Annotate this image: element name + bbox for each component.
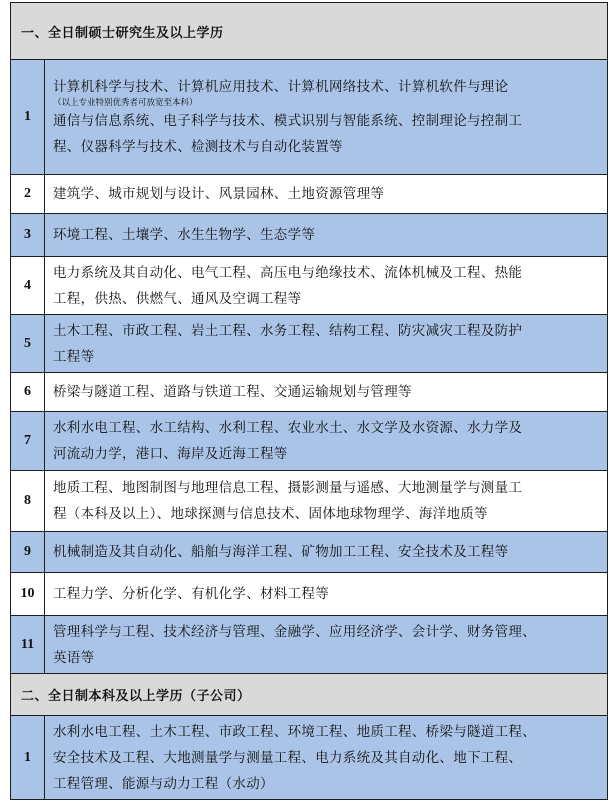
row-text-line: 英语等: [53, 649, 95, 666]
row-text-line: 通信与信息系统、电子科学与技术、模式识别与智能系统、控制理论与控制工: [53, 113, 523, 129]
row-content: [44, 532, 607, 572]
table-row: [10, 531, 608, 573]
section-title: 二、全日制本科及以上学历（子公司）: [21, 689, 251, 704]
row-number: 8: [11, 471, 45, 531]
row-content: [44, 616, 607, 673]
section-header: [10, 2, 608, 60]
table-row: [10, 372, 608, 412]
row-text-line: 电力系统及其自动化、电气工程、高压电与绝缘技术、流体机械及工程、热能: [53, 264, 523, 281]
table-row: [10, 314, 608, 373]
table-row: [10, 59, 608, 175]
row-text-line: 安全技术及工程、大地测量学与测量工程、电力系统及其自动化、地下工程、: [53, 749, 523, 766]
row-number: 4: [11, 257, 45, 314]
section-title: 一、全日制硕士研究生及以上学历: [21, 25, 224, 41]
row-text-line: 工程力学、分析化学、有机化学、材料工程等: [53, 586, 329, 602]
row-text-line: 地质工程、地图制图与地理信息工程、摄影测量与遥感、大地测量学与测量工: [53, 480, 523, 496]
row-text-line: 计算机科学与技术、计算机应用技术、计算机网络技术、计算机软件与理论: [53, 79, 509, 95]
row-content: [44, 257, 607, 314]
table-row: [10, 470, 608, 532]
section-header: [10, 673, 608, 716]
row-number: 2: [11, 175, 45, 213]
row-number: 3: [11, 214, 45, 256]
row-content: [44, 60, 607, 174]
row-text-line: 程（本科及以上）、地球探测与信息技术、固体地球物理学、海洋地质等: [53, 506, 488, 522]
row-content: [44, 471, 607, 531]
row-number: 9: [11, 532, 45, 572]
row-number: 6: [11, 373, 45, 411]
table-row: [10, 715, 608, 800]
row-text-line: 水利水电工程、水工结构、水利工程、农业水土、水文学及水资源、水力学及: [53, 420, 523, 436]
row-number: 10: [11, 573, 45, 615]
row-number: 7: [11, 412, 45, 470]
row-text-line: 建筑学、城市规划与设计、风景园林、土地资源管理等: [53, 186, 385, 202]
row-note: （以上专业特别优秀者可放宽至本科）: [53, 98, 198, 108]
row-content: [44, 373, 607, 411]
row-content: [44, 315, 607, 372]
table-row: [10, 572, 608, 616]
row-text-line: 机械制造及其自动化、船舶与海洋工程、矿物加工工程、安全技术及工程等: [53, 544, 509, 560]
row-text-line: 桥梁与隧道工程、道路与铁道工程、交通运输规划与管理等: [53, 384, 412, 400]
table-row: [10, 174, 608, 214]
row-number: 1: [11, 60, 45, 174]
row-text-line: 水利水电工程、土木工程、市政工程、环境工程、地质工程、桥梁与隧道工程、: [53, 723, 536, 740]
row-text-line: 工程，供热、供燃气、通风及空调工程等: [53, 290, 302, 307]
row-text-line: 环境工程、土壤学、水生生物学、生态学等: [53, 227, 316, 243]
row-text-line: 土木工程、市政工程、岩土工程、水务工程、结构工程、防灾减灾工程及防护: [53, 322, 523, 339]
row-number: 5: [11, 315, 45, 372]
row-content: [44, 175, 607, 213]
row-content: [44, 716, 607, 799]
table-row: [10, 411, 608, 471]
row-text-line: 工程管理、能源与动力工程（水动）: [53, 775, 274, 792]
row-content: [44, 412, 607, 470]
table-row: [10, 615, 608, 674]
table-row: [10, 256, 608, 315]
row-content: [44, 573, 607, 615]
row-text-line: 程、仪器科学与技术、检测技术与自动化装置等: [53, 139, 343, 155]
row-text-line: 工程等: [53, 348, 95, 365]
row-content: [44, 214, 607, 256]
row-number: 11: [11, 616, 45, 673]
majors-table: [10, 2, 608, 800]
row-text-line: 河流动力学，港口、海岸及近海工程等: [53, 446, 288, 462]
row-number: 1: [11, 716, 45, 799]
row-text-line: 管理科学与工程、技术经济与管理、金融学、应用经济学、会计学、财务管理、: [53, 623, 536, 640]
table-row: [10, 213, 608, 257]
